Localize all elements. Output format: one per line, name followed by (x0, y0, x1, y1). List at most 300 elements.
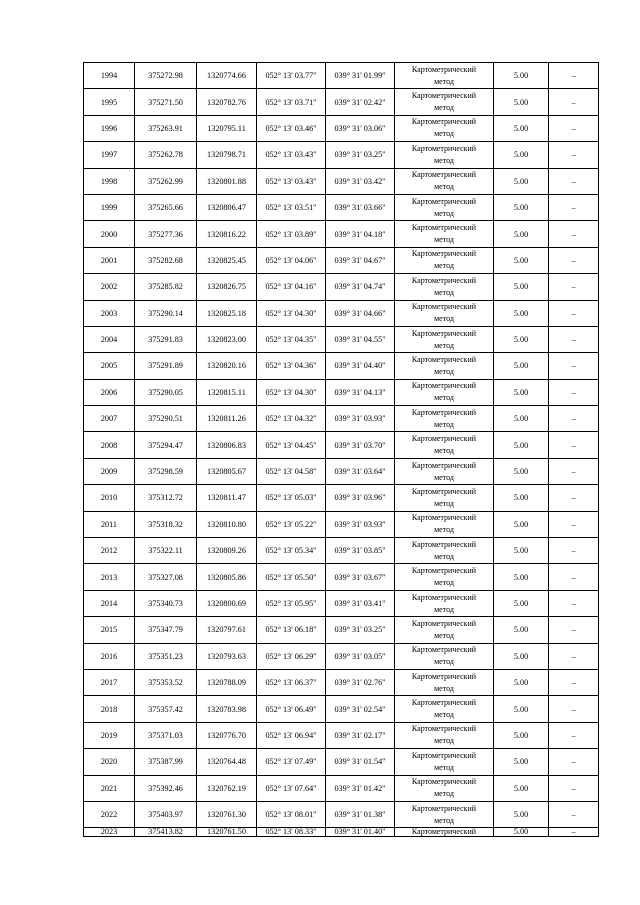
y-coordinate-cell: 1320762.19 (197, 775, 257, 801)
note-cell: – (549, 669, 599, 695)
x-coordinate-cell: 375290.14 (135, 300, 197, 326)
x-coordinate-cell: 375340.73 (135, 590, 197, 616)
y-coordinate-cell: 1320806.47 (197, 194, 257, 220)
longitude-cell: 039° 31' 01.54" (326, 749, 395, 775)
method-cell (395, 274, 494, 300)
longitude-cell: 039° 31' 03.70" (326, 432, 395, 458)
method-cell (395, 89, 494, 115)
method-line-2: метод (434, 393, 454, 403)
y-coordinate-cell: 1320809.26 (197, 538, 257, 564)
method-line-2: метод (434, 551, 454, 561)
point-number-cell: 2018 (84, 696, 135, 722)
longitude-cell: 039° 31' 04.55" (326, 326, 395, 352)
accuracy-cell: 5.00 (494, 538, 549, 564)
x-coordinate-cell: 375294.47 (135, 432, 197, 458)
latitude-cell: 052° 13' 04.45" (257, 432, 326, 458)
method-line-1: Картометрический (411, 513, 477, 523)
longitude-cell: 039° 31' 04.67" (326, 247, 395, 273)
x-coordinate-cell: 375413.82 (135, 828, 197, 837)
note-cell: – (549, 722, 599, 748)
x-coordinate-cell: 375282.68 (135, 247, 197, 273)
point-number-cell: 1995 (84, 89, 135, 115)
method-cell (395, 432, 494, 458)
point-number-cell: 2017 (84, 669, 135, 695)
x-coordinate-cell: 375265.66 (135, 194, 197, 220)
x-coordinate-cell: 375285.82 (135, 274, 197, 300)
x-coordinate-cell: 375291.89 (135, 353, 197, 379)
table-row (84, 801, 599, 827)
table-row (84, 115, 599, 141)
accuracy-cell: 5.00 (494, 168, 549, 194)
method-line-1: Картометрический (411, 698, 477, 708)
point-number-cell: 2004 (84, 326, 135, 352)
method-line-1: Картометрический (411, 354, 477, 364)
x-coordinate-cell: 375290.51 (135, 406, 197, 432)
x-coordinate-cell: 375357.42 (135, 696, 197, 722)
accuracy-cell: 5.00 (494, 617, 549, 643)
method-line-1: Картометрический (411, 434, 477, 444)
method-cell (395, 63, 494, 89)
point-number-cell: 2022 (84, 801, 135, 827)
method-cell (395, 511, 494, 537)
note-cell: – (549, 538, 599, 564)
method-cell (395, 379, 494, 405)
method-line-1: Картометрический (411, 777, 477, 787)
latitude-cell: 052° 13' 04.16" (257, 274, 326, 300)
note-cell: – (549, 326, 599, 352)
method-cell (395, 221, 494, 247)
longitude-cell: 039° 31' 03.64" (326, 458, 395, 484)
method-line-1: Картометрический (411, 671, 477, 681)
longitude-cell: 039° 31' 03.93" (326, 406, 395, 432)
point-number-cell: 2023 (84, 828, 135, 837)
x-coordinate-cell: 375327.08 (135, 564, 197, 590)
longitude-cell: 039° 31' 03.42" (326, 168, 395, 194)
accuracy-cell: 5.00 (494, 247, 549, 273)
x-coordinate-cell: 375392.46 (135, 775, 197, 801)
longitude-cell: 039° 31' 03.41" (326, 590, 395, 616)
method-cell (395, 590, 494, 616)
latitude-cell: 052° 13' 06.37" (257, 669, 326, 695)
method-line-2: метод (434, 314, 454, 324)
method-cell (395, 458, 494, 484)
latitude-cell: 052° 13' 03.46" (257, 115, 326, 141)
x-coordinate-cell: 375371.03 (135, 722, 197, 748)
y-coordinate-cell: 1320811.26 (197, 406, 257, 432)
method-line-2: метод (434, 710, 454, 720)
accuracy-cell: 5.00 (494, 194, 549, 220)
note-cell: – (549, 617, 599, 643)
accuracy-cell: 5.00 (494, 485, 549, 511)
x-coordinate-cell: 375387.99 (135, 749, 197, 775)
latitude-cell: 052° 13' 05.22" (257, 511, 326, 537)
latitude-cell: 052° 13' 04.36" (257, 353, 326, 379)
method-line-2: метод (434, 235, 454, 245)
note-cell: – (549, 115, 599, 141)
accuracy-cell: 5.00 (494, 564, 549, 590)
table-row (84, 221, 599, 247)
method-line-2: метод (434, 340, 454, 350)
method-line-1: Картометрический (411, 223, 477, 233)
method-line-2: метод (434, 103, 454, 113)
accuracy-cell: 5.00 (494, 432, 549, 458)
longitude-cell: 039° 31' 03.93" (326, 511, 395, 537)
table-row (84, 775, 599, 801)
point-number-cell: 2019 (84, 722, 135, 748)
method-line-1: Картометрический (411, 64, 477, 74)
method-line-2: метод (434, 762, 454, 772)
longitude-cell: 039° 31' 03.25" (326, 142, 395, 168)
latitude-cell: 052° 13' 03.89" (257, 221, 326, 247)
table-row (84, 828, 599, 837)
point-number-cell: 1998 (84, 168, 135, 194)
note-cell: – (549, 168, 599, 194)
point-number-cell: 2008 (84, 432, 135, 458)
method-line-2: метод (434, 736, 454, 746)
latitude-cell: 052° 13' 03.43" (257, 168, 326, 194)
accuracy-cell: 5.00 (494, 115, 549, 141)
table-row (84, 379, 599, 405)
note-cell: – (549, 564, 599, 590)
y-coordinate-cell: 1320806.83 (197, 432, 257, 458)
method-line-2: метод (434, 446, 454, 456)
point-number-cell: 2021 (84, 775, 135, 801)
point-number-cell: 2015 (84, 617, 135, 643)
method-line-1: Картометрический (411, 275, 477, 285)
note-cell: – (549, 749, 599, 775)
longitude-cell: 039° 31' 02.42" (326, 89, 395, 115)
note-cell: – (549, 142, 599, 168)
table-row (84, 564, 599, 590)
method-cell (395, 168, 494, 194)
y-coordinate-cell: 1320776.70 (197, 722, 257, 748)
method-line-2: метод (434, 525, 454, 535)
latitude-cell: 052° 13' 05.34" (257, 538, 326, 564)
method-cell (395, 749, 494, 775)
point-number-cell: 2003 (84, 300, 135, 326)
latitude-cell: 052° 13' 04.06" (257, 247, 326, 273)
y-coordinate-cell: 1320774.66 (197, 63, 257, 89)
y-coordinate-cell: 1320793.63 (197, 643, 257, 669)
table-row (84, 669, 599, 695)
accuracy-cell: 5.00 (494, 590, 549, 616)
latitude-cell: 052° 13' 06.18" (257, 617, 326, 643)
note-cell: – (549, 511, 599, 537)
point-number-cell: 2001 (84, 247, 135, 273)
accuracy-cell: 5.00 (494, 326, 549, 352)
longitude-cell: 039° 31' 03.67" (326, 564, 395, 590)
method-line-2: метод (434, 366, 454, 376)
longitude-cell: 039° 31' 03.66" (326, 194, 395, 220)
longitude-cell: 039° 31' 04.66" (326, 300, 395, 326)
method-line-1: Картометрический (411, 249, 477, 259)
table-row (84, 63, 599, 89)
method-cell (395, 801, 494, 827)
x-coordinate-cell: 375290.05 (135, 379, 197, 405)
method-line-1: Картометрический (411, 618, 477, 628)
latitude-cell: 052° 13' 06.94" (257, 722, 326, 748)
y-coordinate-cell: 1320825.18 (197, 300, 257, 326)
y-coordinate-cell: 1320823.00 (197, 326, 257, 352)
method-line-2: метод (434, 815, 454, 825)
point-number-cell: 1999 (84, 194, 135, 220)
y-coordinate-cell: 1320810.80 (197, 511, 257, 537)
longitude-cell: 039° 31' 01.99" (326, 63, 395, 89)
accuracy-cell: 5.00 (494, 300, 549, 326)
table-row (84, 142, 599, 168)
latitude-cell: 052° 13' 03.43" (257, 142, 326, 168)
method-cell (395, 538, 494, 564)
x-coordinate-cell: 375312.72 (135, 485, 197, 511)
method-cell (395, 669, 494, 695)
longitude-cell: 039° 31' 03.05" (326, 643, 395, 669)
method-line-1: Картометрический (411, 196, 477, 206)
accuracy-cell: 5.00 (494, 775, 549, 801)
y-coordinate-cell: 1320788.09 (197, 669, 257, 695)
latitude-cell: 052° 13' 04.58" (257, 458, 326, 484)
x-coordinate-cell: 375271.50 (135, 89, 197, 115)
note-cell: – (549, 828, 599, 837)
latitude-cell: 052° 13' 07.49" (257, 749, 326, 775)
longitude-cell: 039° 31' 04.18" (326, 221, 395, 247)
point-number-cell: 2013 (84, 564, 135, 590)
longitude-cell: 039° 31' 04.13" (326, 379, 395, 405)
latitude-cell: 052° 13' 06.29" (257, 643, 326, 669)
method-line-1: Картометрический (411, 803, 477, 813)
method-line-2: метод (434, 287, 454, 297)
y-coordinate-cell: 1320761.30 (197, 801, 257, 827)
longitude-cell: 039° 31' 04.40" (326, 353, 395, 379)
longitude-cell: 039° 31' 03.96" (326, 485, 395, 511)
method-cell (395, 828, 494, 837)
note-cell: – (549, 89, 599, 115)
longitude-cell: 039° 31' 02.54" (326, 696, 395, 722)
accuracy-cell: 5.00 (494, 63, 549, 89)
method-line-2: метод (434, 604, 454, 614)
table-row (84, 247, 599, 273)
table-row (84, 590, 599, 616)
table-body (84, 63, 599, 837)
accuracy-cell: 5.00 (494, 696, 549, 722)
note-cell: – (549, 353, 599, 379)
accuracy-cell: 5.00 (494, 458, 549, 484)
table-row (84, 643, 599, 669)
method-cell (395, 406, 494, 432)
method-line-2: метод (434, 155, 454, 165)
method-line-1: Картометрический (411, 381, 477, 391)
accuracy-cell: 5.00 (494, 379, 549, 405)
y-coordinate-cell: 1320761.50 (197, 828, 257, 837)
method-line-1: Картометрический (411, 460, 477, 470)
y-coordinate-cell: 1320820.16 (197, 353, 257, 379)
table-row (84, 300, 599, 326)
method-line-1: Картометрический (411, 827, 477, 837)
latitude-cell: 052° 13' 05.03" (257, 485, 326, 511)
method-line-2: метод (434, 657, 454, 667)
point-number-cell: 2012 (84, 538, 135, 564)
longitude-cell: 039° 31' 01.42" (326, 775, 395, 801)
method-line-1: Картометрический (411, 407, 477, 417)
method-line-1: Картометрический (411, 91, 477, 101)
y-coordinate-cell: 1320816.22 (197, 221, 257, 247)
point-number-cell: 2009 (84, 458, 135, 484)
method-cell (395, 194, 494, 220)
accuracy-cell: 5.00 (494, 406, 549, 432)
point-number-cell: 2011 (84, 511, 135, 537)
longitude-cell: 039° 31' 02.17" (326, 722, 395, 748)
method-line-1: Картометрический (411, 566, 477, 576)
table-row (84, 89, 599, 115)
point-number-cell: 2014 (84, 590, 135, 616)
x-coordinate-cell: 375291.83 (135, 326, 197, 352)
method-line-1: Картометрический (411, 750, 477, 760)
longitude-cell: 039° 31' 01.38" (326, 801, 395, 827)
note-cell: – (549, 406, 599, 432)
point-number-cell: 2020 (84, 749, 135, 775)
accuracy-cell: 5.00 (494, 669, 549, 695)
latitude-cell: 052° 13' 05.50" (257, 564, 326, 590)
table-row (84, 194, 599, 220)
method-line-2: метод (434, 472, 454, 482)
x-coordinate-cell: 375272.98 (135, 63, 197, 89)
x-coordinate-cell: 375262.78 (135, 142, 197, 168)
point-number-cell: 2007 (84, 406, 135, 432)
longitude-cell: 039° 31' 03.25" (326, 617, 395, 643)
point-number-cell: 2006 (84, 379, 135, 405)
note-cell: – (549, 63, 599, 89)
table-row (84, 432, 599, 458)
method-cell (395, 115, 494, 141)
accuracy-cell: 5.00 (494, 221, 549, 247)
method-cell (395, 617, 494, 643)
method-cell (395, 643, 494, 669)
note-cell: – (549, 643, 599, 669)
table-row (84, 353, 599, 379)
accuracy-cell: 5.00 (494, 801, 549, 827)
note-cell: – (549, 485, 599, 511)
point-number-cell: 1996 (84, 115, 135, 141)
method-line-2: метод (434, 630, 454, 640)
point-number-cell: 2005 (84, 353, 135, 379)
accuracy-cell: 5.00 (494, 828, 549, 837)
longitude-cell: 039° 31' 03.06" (326, 115, 395, 141)
method-cell (395, 300, 494, 326)
method-line-1: Картометрический (411, 539, 477, 549)
y-coordinate-cell: 1320797.61 (197, 617, 257, 643)
method-line-1: Картометрический (411, 592, 477, 602)
longitude-cell: 039° 31' 03.85" (326, 538, 395, 564)
method-line-1: Картометрический (411, 302, 477, 312)
latitude-cell: 052° 13' 04.30" (257, 300, 326, 326)
note-cell: – (549, 696, 599, 722)
y-coordinate-cell: 1320801.88 (197, 168, 257, 194)
point-number-cell: 1994 (84, 63, 135, 89)
x-coordinate-cell: 375347.79 (135, 617, 197, 643)
x-coordinate-cell: 375263.91 (135, 115, 197, 141)
table-row (84, 722, 599, 748)
method-line-1: Картометрический (411, 143, 477, 153)
method-line-1: Картометрический (411, 486, 477, 496)
table-row (84, 274, 599, 300)
method-cell (395, 696, 494, 722)
y-coordinate-cell: 1320826.75 (197, 274, 257, 300)
longitude-cell: 039° 31' 02.76" (326, 669, 395, 695)
latitude-cell: 052° 13' 06.49" (257, 696, 326, 722)
accuracy-cell: 5.00 (494, 353, 549, 379)
accuracy-cell: 5.00 (494, 722, 549, 748)
method-line-2: метод (434, 129, 454, 139)
table-row (84, 749, 599, 775)
table-row (84, 326, 599, 352)
latitude-cell: 052° 13' 04.35" (257, 326, 326, 352)
note-cell: – (549, 274, 599, 300)
table-row (84, 696, 599, 722)
longitude-cell: 039° 31' 04.74" (326, 274, 395, 300)
note-cell: – (549, 775, 599, 801)
point-number-cell: 1997 (84, 142, 135, 168)
table-row (84, 511, 599, 537)
note-cell: – (549, 458, 599, 484)
accuracy-cell: 5.00 (494, 274, 549, 300)
y-coordinate-cell: 1320811.47 (197, 485, 257, 511)
accuracy-cell: 5.00 (494, 89, 549, 115)
table-row (84, 617, 599, 643)
accuracy-cell: 5.00 (494, 511, 549, 537)
x-coordinate-cell: 375322.11 (135, 538, 197, 564)
method-line-1: Картометрический (411, 724, 477, 734)
x-coordinate-cell: 375262.99 (135, 168, 197, 194)
method-line-1: Картометрический (411, 170, 477, 180)
method-cell (395, 722, 494, 748)
table-row (84, 168, 599, 194)
y-coordinate-cell: 1320783.98 (197, 696, 257, 722)
method-line-2: метод (434, 208, 454, 218)
x-coordinate-cell: 375403.97 (135, 801, 197, 827)
note-cell: – (549, 194, 599, 220)
method-line-2: метод (434, 182, 454, 192)
y-coordinate-cell: 1320795.11 (197, 115, 257, 141)
latitude-cell: 052° 13' 04.32" (257, 406, 326, 432)
method-cell (395, 142, 494, 168)
y-coordinate-cell: 1320805.67 (197, 458, 257, 484)
x-coordinate-cell: 375277.36 (135, 221, 197, 247)
y-coordinate-cell: 1320798.71 (197, 142, 257, 168)
method-cell (395, 564, 494, 590)
point-number-cell: 2016 (84, 643, 135, 669)
latitude-cell: 052° 13' 03.77" (257, 63, 326, 89)
y-coordinate-cell: 1320805.86 (197, 564, 257, 590)
latitude-cell: 052° 13' 07.64" (257, 775, 326, 801)
longitude-cell: 039° 31' 01.40" (326, 828, 395, 837)
latitude-cell: 052° 13' 08.01" (257, 801, 326, 827)
method-line-2: метод (434, 578, 454, 588)
accuracy-cell: 5.00 (494, 643, 549, 669)
y-coordinate-cell: 1320764.48 (197, 749, 257, 775)
method-cell (395, 326, 494, 352)
point-number-cell: 2010 (84, 485, 135, 511)
table-row (84, 538, 599, 564)
accuracy-cell: 5.00 (494, 749, 549, 775)
table-row (84, 406, 599, 432)
method-line-2: метод (434, 419, 454, 429)
table-row (84, 485, 599, 511)
x-coordinate-cell: 375351.23 (135, 643, 197, 669)
method-line-2: метод (434, 683, 454, 693)
method-line-1: Картометрический (411, 328, 477, 338)
method-line-2: метод (434, 789, 454, 799)
x-coordinate-cell: 375318.32 (135, 511, 197, 537)
coordinates-table (83, 62, 599, 837)
